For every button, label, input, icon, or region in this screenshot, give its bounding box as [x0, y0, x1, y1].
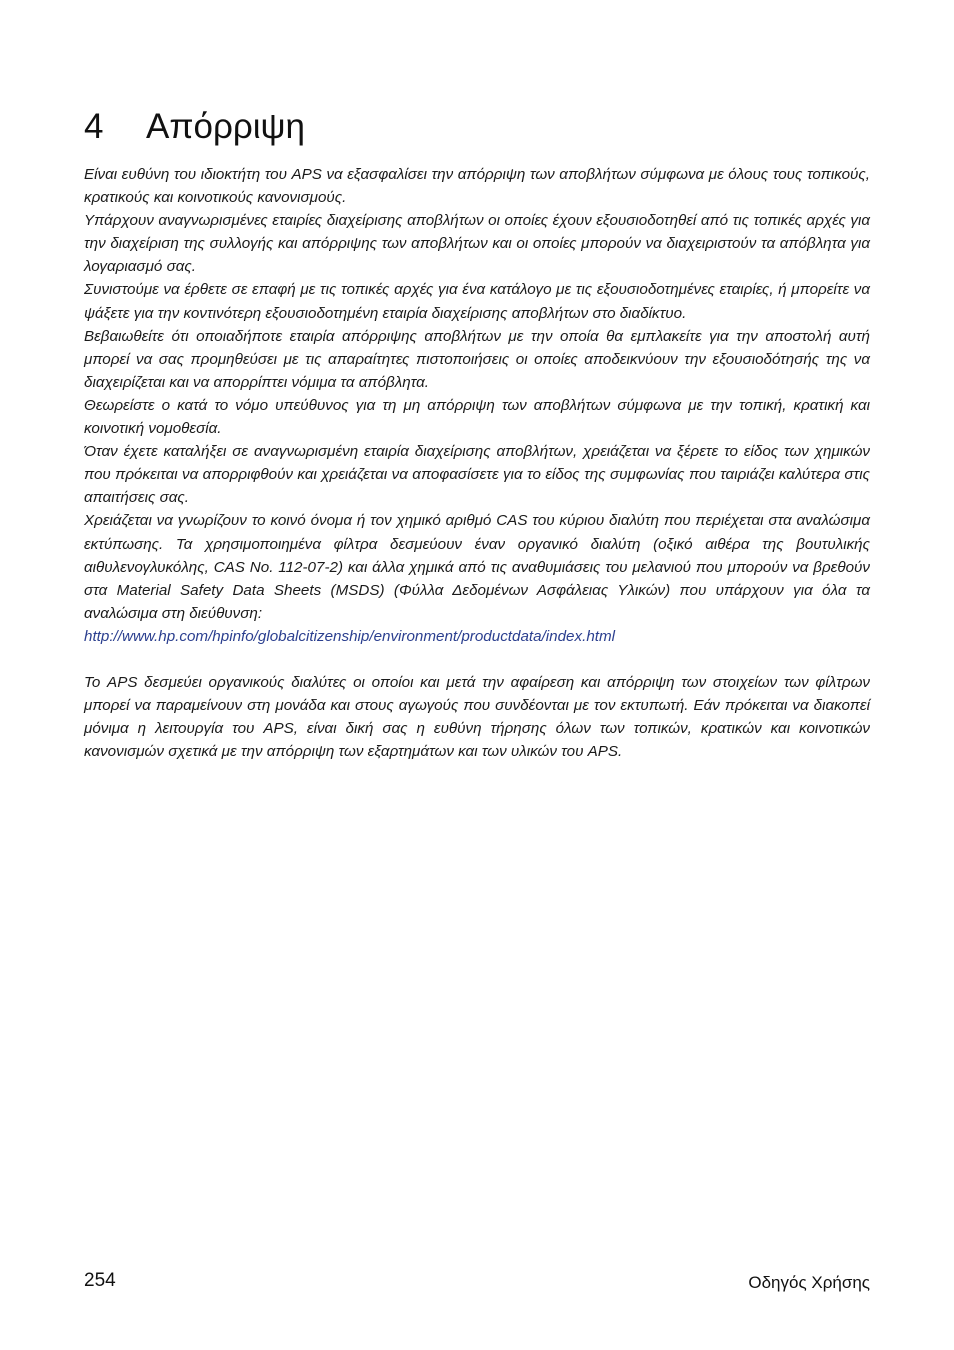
msds-link[interactable]: http://www.hp.com/hpinfo/globalcitizenship/environment/productdata/index.html: [84, 627, 616, 645]
guide-title: Οδηγός Χρήσης: [748, 1273, 870, 1292]
paragraph-legal-responsibility: Θεωρείστε ο κατά το νόμο υπεύθυνος για τη μη απόρριψη των αποβλήτων σύμφωνα με την τοπική, κρατική και κοινοτική νομοθεσία.: [84, 396, 870, 438]
chapter-heading: [84, 101, 305, 153]
paragraph-contact-authorities: Συνιστούμε να έρθετε σε επαφή με τις τοπικές αρχές για ένα κατάλογο με τις εξουσιοδοτημένες εταιρίες, ή μπορείτε να ψάξετε για την κοντινότερη εξουσιοδοτημένη εταιρία διαχείρισης αποβλήτων στο διαδίκτυο.: [84, 281, 870, 322]
paragraph-certification: Βεβαιωθείτε ότι οποιαδήποτε εταιρία απόρριψης αποβλήτων με την οποία θα εμπλακείτε για την αποστολή αυτή μπορεί να σας προμηθεύσει με τις απαραίτητες πιστοποιήσεις οι οποίες αποδεικνύουν την εξουσιοδότησής της να διαχειρίζεται και να απορρίπτει νόμιμα τα απόβλητα.: [84, 327, 870, 391]
paragraph-aps-solvents: Το APS δεσμεύει οργανικούς διαλύτες οι οποίοι και μετά την αφαίρεση και απόρριψη των στοιχείων των φίλτρων μπορεί να παραμείνουν στη μονάδα και στους αγωγούς που συνδέονται με τον εκτυπωτή. Εάν πρόκειται να διακοπεί μόνιμα η λειτουργία του APS, είναι δική σας η ευθύνη τήρησης όλων των τοπικών, κρατικών και κοινοτικών κανονισμών σχετικά με την απόρριψη των εξαρτημάτων και των υλικών του APS.: [84, 673, 870, 761]
chapter-number: 4: [84, 107, 104, 146]
chapter-title: Απόρριψη: [146, 107, 305, 146]
paragraph-cas-msds: Χρειάζεται να γνωρίζουν το κοινό όνομα ή τον χημικό αριθμό CAS του κύριου διαλύτη που περιέχεται στα αναλώσιμα εκτύπωσης. Τα χρησιμοποιημένα φίλτρα δεσμεύουν έναν οργανικό διαλύτη (οξικό αιθέρα της βουτυλικής αιθυλενογλυκόλης, CAS No. 112-07-2) και άλλα χημικά από τις αναθυμιάσεις του μελανιού που μπορούν να βρεθούν στα Material Safety Data Sheets (MSDS) (Φύλλα Δεδομένων Ασφάλειας Υλικών) που υπάρχουν για όλα τα αναλώσιμα στη διεύθυνση:: [84, 512, 870, 622]
paragraph-responsibility: Είναι ευθύνη του ιδιοκτήτη του APS να εξασφαλίσει την απόρριψη των αποβλήτων σύμφωνα με όλους τους τοπικούς, κρατικούς και κοινοτικούς κανονισμούς.: [84, 166, 870, 207]
page-number: 254: [84, 1270, 116, 1291]
paragraph-waste-companies: Υπάρχουν αναγνωρισμένες εταιρίες διαχείρισης αποβλήτων οι οποίες έχουν εξουσιοδοτηθεί από τις τοπικές αρχές για την διαχείριση της συλλογής και απόρριψης των αποβλήτων και οι οποίες μπορούν να διαχειριστούν τα απόβλητα για λογαριασμό σας.: [84, 212, 870, 276]
paragraph-chemicals-agreement: Όταν έχετε καταλήξει σε αναγνωρισμένη εταιρία διαχείρισης αποβλήτων, χρειάζεται να ξέρετε το είδος των χημικών που πρόκειται να απορριφθούν και χρειάζεται να αποφασίσετε για το είδος της συμφωνίας που ταιριάζει καλύτερα στις απαιτήσεις σας.: [84, 443, 870, 507]
body-text: [84, 163, 870, 763]
